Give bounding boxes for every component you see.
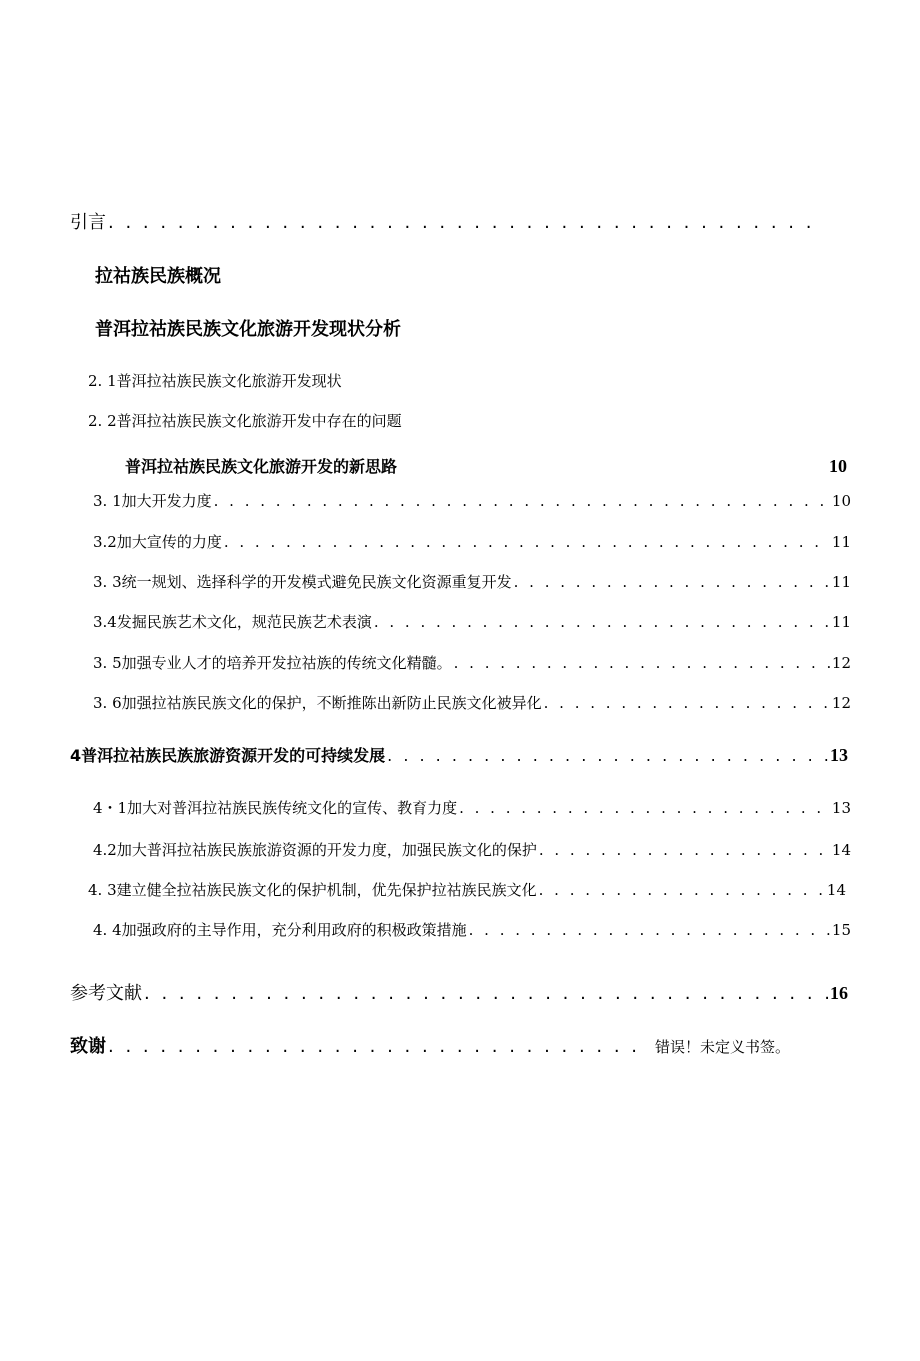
toc-leader-dots — [374, 613, 830, 631]
toc-bookmark-error: 错误！未定义书签。 — [654, 1040, 790, 1056]
toc-leader-dots — [539, 881, 825, 899]
toc-entry-title: 4普洱拉祜族民族旅游资源开发的可持续发展 — [70, 746, 386, 765]
toc-page-number: 12 — [831, 654, 851, 672]
toc-page-number: 10 — [831, 492, 851, 510]
toc-entry-title: 4・1加大对普洱拉祜族民族传统文化的宣传、教育力度 — [93, 799, 458, 817]
toc-leader-dots — [459, 799, 830, 817]
toc-leader-dots — [387, 746, 828, 765]
toc-page-number: 11 — [831, 573, 851, 591]
toc-entry-title: 3.4发掘民族艺术文化，规范民族艺术表演 — [93, 613, 372, 631]
toc-page-number: 15 — [831, 921, 851, 939]
toc-entry-references[interactable] — [70, 983, 848, 1005]
toc-leader-dots — [214, 492, 830, 510]
toc-entry-title: 4. 3建立健全拉祜族民族文化的保护机制，优先保护拉祜族民族文化 — [88, 881, 537, 899]
toc-entry-ch1[interactable] — [95, 266, 221, 288]
toc-entry-title: 4.2加大普洱拉祜族民族旅游资源的开发力度，加强民族文化的保护 — [93, 841, 537, 859]
toc-leader-dots — [544, 694, 830, 712]
toc-entry-3-4[interactable] — [93, 613, 851, 631]
toc-entry-3-5[interactable] — [93, 654, 851, 672]
toc-leader-dots — [539, 841, 830, 859]
toc-entry-4-4[interactable] — [93, 921, 851, 939]
toc-leader-dots — [108, 1036, 639, 1058]
toc-page-number: 10 — [829, 456, 847, 476]
toc-leader-dots — [469, 921, 830, 939]
toc-entry-title: 3.2加大宣传的力度 — [93, 533, 222, 551]
toc-entry-intro[interactable] — [70, 212, 822, 234]
toc-leader-dots — [144, 983, 828, 1005]
toc-page-number: 11 — [831, 533, 851, 551]
toc-leader-dots — [514, 573, 830, 591]
toc-entry-4-3[interactable] — [88, 881, 846, 899]
toc-entry-3-2[interactable] — [93, 533, 851, 551]
toc-page-number: 16 — [830, 983, 848, 1003]
toc-page-number: 12 — [831, 694, 851, 712]
toc-entry-title: 普洱拉祜族民族文化旅游开发的新思路 — [125, 457, 398, 476]
toc-leader-dots — [224, 533, 830, 551]
toc-entry-ch2[interactable] — [95, 319, 401, 341]
toc-entry-2-2[interactable] — [88, 412, 402, 430]
toc-entry-title: 2. 2普洱拉祜族民族文化旅游开发中存在的问题 — [88, 412, 402, 430]
toc-page-number: 13 — [831, 799, 851, 817]
toc-entry-3-3[interactable] — [93, 573, 851, 591]
toc-entry-title: 参考文献 — [70, 983, 142, 1004]
toc-entry-4-1[interactable] — [93, 799, 851, 817]
toc-entry-ch4[interactable] — [70, 745, 848, 767]
toc-entry-title: 4. 4加强政府的主导作用，充分利用政府的积极政策措施 — [93, 921, 467, 939]
toc-entry-title: 普洱拉祜族民族文化旅游开发现状分析 — [95, 319, 401, 340]
toc-entry-title: 3. 5加强专业人才的培养开发拉祜族的传统文化精髓。 — [93, 654, 452, 672]
toc-page-number: 14 — [831, 841, 851, 859]
toc-entry-2-1[interactable] — [88, 372, 342, 390]
toc-page-number: 13 — [830, 745, 848, 765]
toc-entry-acknowledgements[interactable] — [70, 1036, 790, 1058]
toc-leader-dots — [108, 212, 820, 234]
toc-entry-title: 3. 6加强拉祜族民族文化的保护，不断推陈出新防止民族文化被异化 — [93, 694, 542, 712]
toc-entry-title: 3. 1加大开发力度 — [93, 492, 212, 510]
toc-page-number: 14 — [826, 881, 846, 899]
toc-entry-title: 2. 1普洱拉祜族民族文化旅游开发现状 — [88, 372, 342, 390]
toc-entry-title: 3. 3统一规划、选择科学的开发模式避免民族文化资源重复开发 — [93, 573, 512, 591]
toc-entry-4-2[interactable] — [93, 841, 851, 859]
toc-entry-3-1[interactable] — [93, 492, 851, 510]
toc-leader-dots — [454, 654, 830, 672]
toc-entry-title: 致谢 — [70, 1036, 106, 1057]
toc-entry-title: 引言 — [70, 212, 106, 233]
toc-page-number: 11 — [831, 613, 851, 631]
toc-entry-title: 拉祜族民族概况 — [95, 266, 221, 287]
toc-entry-3-6[interactable] — [93, 694, 851, 712]
toc-entry-ch3[interactable] — [125, 456, 847, 478]
